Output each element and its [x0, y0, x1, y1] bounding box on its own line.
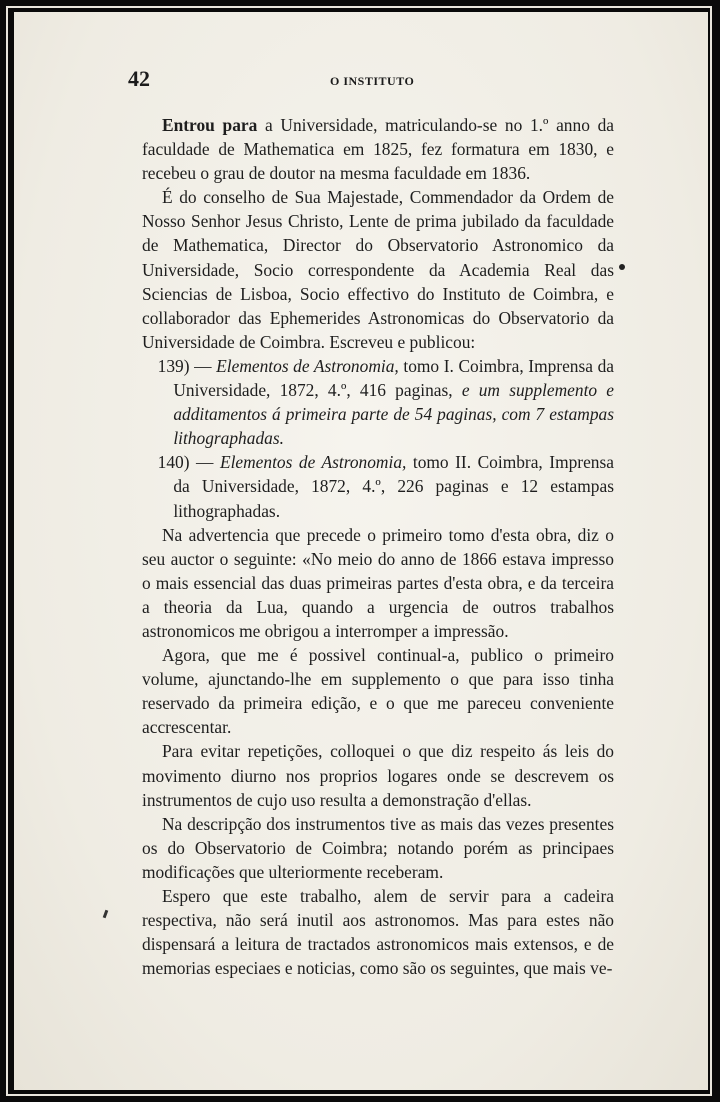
bibliography-item [142, 354, 614, 450]
margin-mark [619, 264, 625, 270]
item-text: tomo I. Coimbra, Imprensa da Universidade, 1872, 4.º, 416 paginas, [173, 355, 614, 401]
paragraph: Na advertencia que precede o primeiro tomo d'esta obra, diz o seu auctor o seguinte: «No meio do anno de 1866 estava impresso o mais essencial das duas primeiras partes d'esta obra, e da terceira a theoria da Lua, quando a urgencia de outros trabalhos astronomicos me obrigou a interromper a impressão. [142, 524, 614, 641]
paragraph: Para evitar repetições, colloquei o que diz respeito ás leis do movimento diurno nos proprios logares onde se descrevem os instrumentos de cujo uso resulta a demonstração d'ellas. [142, 741, 614, 810]
paragraph: Agora, que me é possivel continual-a, publico o primeiro volume, ajunctando-lhe em supplemento o que para isso tinha reservado da primeira edição, e o que me pareceu conveniente accrescentar. [142, 645, 614, 738]
item-title: Elementos de Astronomia, [216, 355, 399, 376]
item-number: 140) — [157, 452, 214, 473]
item-number: 139) — [157, 355, 212, 376]
paragraph: É do conselho de Sua Majestade, Commendador da Ordem de Nosso Senhor Jesus Christo, Lente de prima jubilado da faculdade de Mathematica, Director do Observatorio Astronomico da Universidade, Socio correspondente da Academia Real das Sciencias de Lisboa, Socio effectivo do Instituto de Coimbra, e collaborador das Ephemerides Astronomicas do Observatorio da Universidade de Coimbra. Escreveu e publicou: [142, 187, 614, 352]
paragraph: Na descripção dos instrumentos tive as mais das vezes presentes os do Observatorio de Coimbra; notando porém as principaes modificações que ulteriormente receberam. [142, 813, 614, 882]
paragraph-text: a Universidade, matriculando-se no 1.º anno da faculdade de Mathematica em 1825, fez formatura em 1830, e recebeu o grau de doutor na mesma faculdade em 1836. [142, 115, 614, 184]
paragraph [142, 113, 614, 185]
page-number: 42 [128, 66, 150, 91]
item-supplement: e um supplemento e additamentos á primeira parte de 54 paginas, com 7 estampas lithographadas. [173, 380, 615, 449]
paragraph: Espero que este trabalho, alem de servir para a cadeira respectiva, não será inutil aos astronomos. Mas para estes não dispensará a leitura de tractados astronomicos mais extensos, e de memorias especiaes e noticias, como são os seguintes, que mais ve- [142, 886, 614, 979]
paragraph-lead: Entrou para [162, 115, 258, 135]
bibliography-item [142, 450, 614, 522]
page-header [128, 66, 618, 94]
item-title: Elementos de Astronomia, [219, 452, 407, 473]
body-text [142, 113, 614, 980]
item-text: tomo II. Coimbra, Imprensa da Universidade, 1872, 4.º, 226 paginas e 12 estampas lithographadas. [173, 452, 614, 521]
running-title: O INSTITUTO [330, 74, 415, 88]
